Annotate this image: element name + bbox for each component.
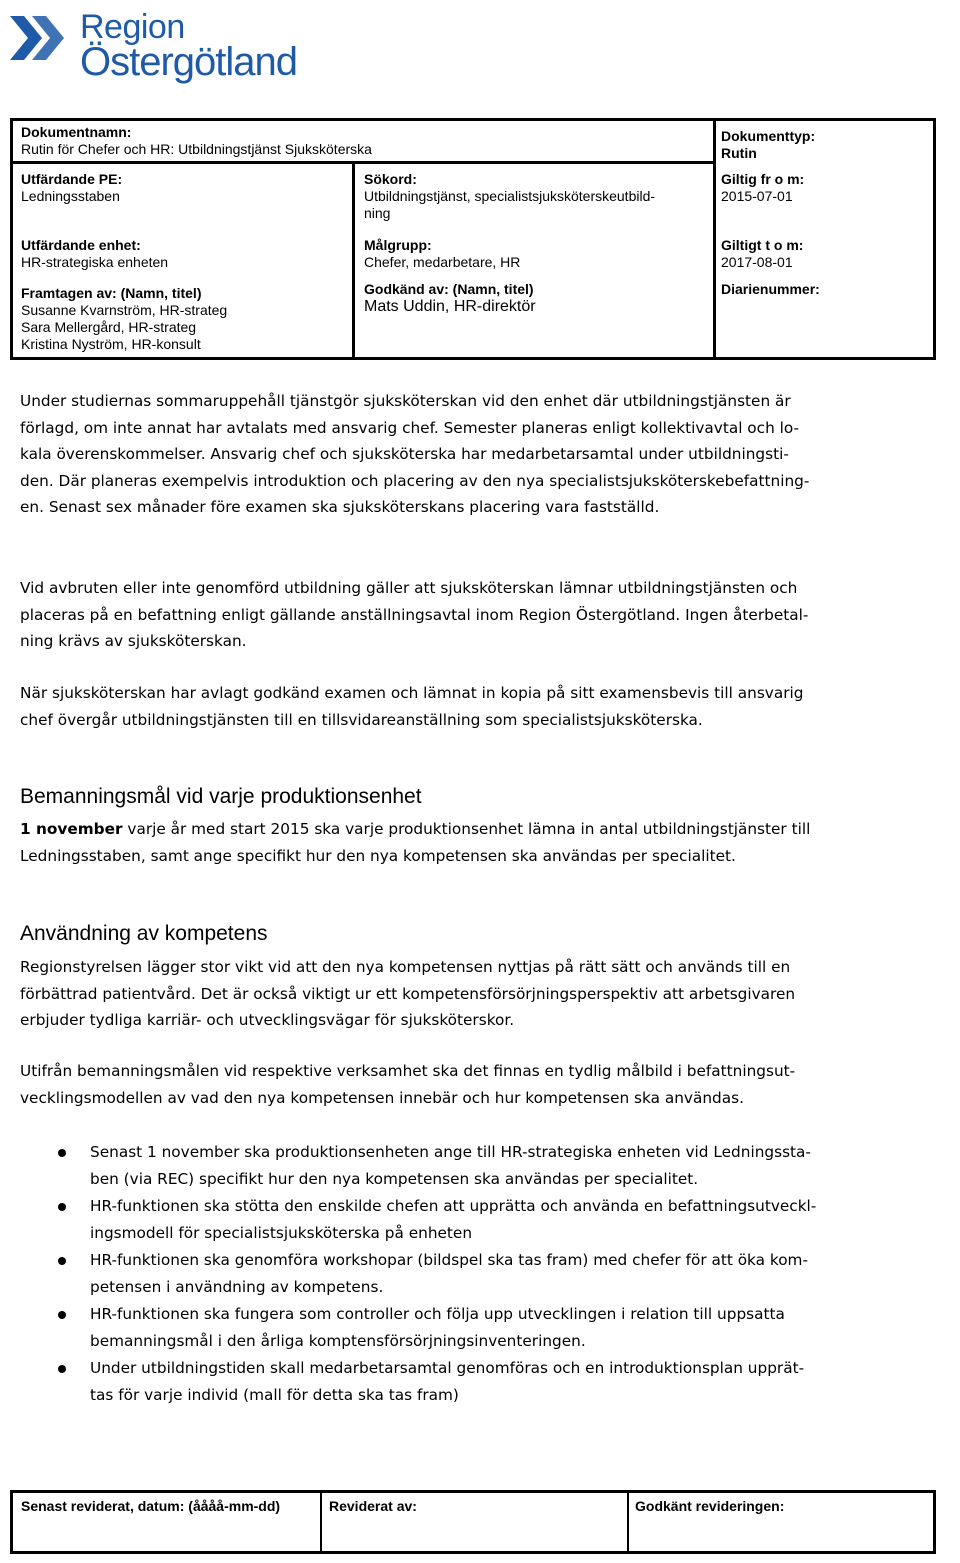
logo-line2: Östergötland xyxy=(80,40,298,84)
bullet-line: Senast 1 november ska produktionsenheten ange till HR-strategiska enheten vid Ledningssta- xyxy=(90,1143,811,1161)
bullet-line: bemanningsmål i den årliga komptensförsörjningsinventeringen. xyxy=(90,1332,586,1350)
sokord-label: Sökord: xyxy=(364,171,417,187)
sokord-cell xyxy=(364,171,655,222)
list-item xyxy=(20,1139,940,1193)
s2p1-line: Regionstyrelsen lägger stor vikt vid att den nya kompetensen nyttjas på rätt sätt och används till en xyxy=(20,958,791,976)
sokord-value-1: Utbildningstjänst, specialistsjuksköterskeutbild- xyxy=(364,188,656,204)
section1-line1: varje år med start 2015 ska varje produktionsenhet lämna in antal utbildningstjänster till xyxy=(122,820,811,838)
section2-paragraph-2 xyxy=(20,1058,940,1111)
bullet-line: ben (via REC) specifikt hur den nya kompetensen ska användas per specialitet. xyxy=(90,1170,699,1188)
dokumentnamn-label: Dokumentnamn: xyxy=(21,124,132,140)
utfardande-pe-label: Utfärdande PE: xyxy=(21,171,123,187)
giltig-from-label: Giltig fr o m: xyxy=(721,171,805,187)
bullet-icon xyxy=(58,1149,66,1157)
bullet-line: HR-funktionen ska stötta den enskilde chefen att upprätta och använda en befattningsutveckl- xyxy=(90,1197,817,1215)
p2-line: ning krävs av sjuksköterskan. xyxy=(20,632,247,650)
diarienummer-cell xyxy=(721,281,820,298)
list-item xyxy=(20,1355,940,1409)
list-item xyxy=(20,1193,940,1247)
paragraph-1 xyxy=(20,388,940,521)
s2p1-line: erbjuder tydliga karriär- och utvecklingsvägar för sjuksköterskor. xyxy=(20,1011,515,1029)
framtagen-cell xyxy=(21,285,227,353)
s2p1-line: förbättrad patientvård. Det är också viktigt ur ett kompetensförsörjningsperspektiv att arbetsgivaren xyxy=(20,984,796,1003)
reviderat-av-label: Reviderat av: xyxy=(329,1498,417,1514)
p3-line: chef övergår utbildningstjänsten till en tillsvidareanställning som specialistsjuksköterska. xyxy=(20,710,703,729)
s2p2-line: vecklingsmodellen av vad den nya kompetensen innebär och hur kompetensen ska användas. xyxy=(20,1088,744,1107)
region-ostergotland-logo xyxy=(2,6,298,86)
malgrupp-value: Chefer, medarbetare, HR xyxy=(364,254,521,270)
utfardande-pe-value: Ledningsstaben xyxy=(21,188,120,204)
senast-reviderat-label: Senast reviderat, datum: (åååå-mm-dd) xyxy=(21,1498,281,1514)
giltig-tom-label: Giltigt t o m: xyxy=(721,237,804,253)
logo-line1: Region xyxy=(80,8,185,46)
utfardande-enhet-value: HR-strategiska enheten xyxy=(21,254,169,270)
godkand-label: Godkänd av: (Namn, titel) xyxy=(364,281,534,297)
giltig-tom-value: 2017-08-01 xyxy=(721,254,793,270)
framtagen-label: Framtagen av: (Namn, titel) xyxy=(21,285,202,301)
malgrupp-cell xyxy=(364,237,520,271)
p2-line: Vid avbruten eller inte genomförd utbildning gäller att sjuksköterskan lämnar utbildningstjänsten och xyxy=(20,579,798,597)
bullet-icon xyxy=(58,1311,66,1319)
godkant-revideringen-label: Godkänt revideringen: xyxy=(635,1498,785,1514)
bullet-icon xyxy=(58,1257,66,1265)
p1-line: den. Där planeras exempelvis introduktion och placering av den nya specialistsjuksköterskebefattning- xyxy=(20,471,810,490)
logo-mark-icon xyxy=(2,8,74,74)
revision-footer-table xyxy=(10,1490,936,1554)
s2p2-line: Utifrån bemanningsmålen vid respektive verksamhet ska det finnas en tydlig målbild i befattningsut- xyxy=(20,1062,796,1080)
giltig-from-cell xyxy=(721,171,804,205)
responsibility-bullet-list xyxy=(20,1139,940,1409)
utfardande-enhet-cell xyxy=(21,237,168,271)
godkand-cell xyxy=(364,281,536,315)
bullet-line: Under utbildningstiden skall medarbetarsamtal genomföras och en introduktionsplan upprät- xyxy=(90,1359,805,1377)
giltig-from-value: 2015-07-01 xyxy=(721,188,793,204)
utfardande-pe-cell xyxy=(21,171,122,205)
p1-line: förlagd, om inte annat har avtalats med ansvarig chef. Semester planeras enligt kollektivavtal och lo- xyxy=(20,418,800,437)
section1-line2: Ledningsstaben, samt ange specifikt hur den nya kompetensen ska användas per specialitet. xyxy=(20,846,736,865)
dokumentnamn-cell xyxy=(21,124,372,158)
p2-line: placeras på en befattning enligt gällande anställningsavtal inom Region Östergötland. Ingen återbetal- xyxy=(20,605,809,624)
p1-line: en. Senast sex månader före examen ska sjuksköterskans placering vara fastställd. xyxy=(20,498,660,516)
framtagen-3: Kristina Nyström, HR-konsult xyxy=(21,336,201,352)
section1-paragraph xyxy=(20,816,940,869)
p1-line: kala överenskommelser. Ansvarig chef och sjuksköterska har medarbetarsamtal under utbildningsti- xyxy=(20,445,789,463)
p3-line: När sjuksköterskan har avlagt godkänd examen och lämnat in kopia på sitt examensbevis till ansvarig xyxy=(20,684,804,702)
document-header-table xyxy=(10,118,936,360)
diarienummer-label: Diarienummer: xyxy=(721,281,820,297)
paragraph-2 xyxy=(20,575,940,655)
bullet-icon xyxy=(58,1365,66,1373)
dokumentnamn-value: Rutin för Chefer och HR: Utbildningstjänst Sjuksköterska xyxy=(21,141,372,157)
bullet-line: HR-funktionen ska genomföra workshopar (bildspel ska tas fram) med chefer för att öka kom- xyxy=(90,1251,808,1269)
list-item xyxy=(20,1301,940,1355)
framtagen-2: Sara Mellergård, HR-strateg xyxy=(21,319,197,335)
framtagen-1: Susanne Kvarnström, HR-strateg xyxy=(21,302,228,318)
utfardande-enhet-label: Utfärdande enhet: xyxy=(21,237,141,253)
paragraph-3 xyxy=(20,680,940,733)
bullet-line: tas för varje individ (mall för detta ska tas fram) xyxy=(90,1386,459,1404)
section-heading-anvandning: Användning av kompetens xyxy=(20,922,268,945)
dokumenttyp-label: Dokumenttyp: xyxy=(721,128,816,144)
malgrupp-label: Målgrupp: xyxy=(364,237,432,253)
sokord-value-2: ning xyxy=(364,205,391,221)
section-heading-bemanningsmal: Bemanningsmål vid varje produktionsenhet xyxy=(20,785,422,808)
section2-paragraph-1 xyxy=(20,954,940,1034)
giltig-tom-cell xyxy=(721,237,803,271)
bullet-line: petensen i användning av kompetens. xyxy=(90,1278,384,1296)
bullet-line: HR-funktionen ska fungera som controller och följa upp utvecklingen i relation till uppsatta xyxy=(90,1305,785,1323)
section1-bold-lead: 1 november xyxy=(20,820,123,838)
list-item xyxy=(20,1247,940,1301)
godkand-value: Mats Uddin, HR-direktör xyxy=(364,298,536,315)
dokumenttyp-value: Rutin xyxy=(721,145,757,161)
p1-line: Under studiernas sommaruppehåll tjänstgör sjuksköterskan vid den enhet där utbildningstjänsten är xyxy=(20,392,791,410)
dokumenttyp-cell xyxy=(721,128,815,162)
bullet-line: ingsmodell för specialistsjuksköterska på enheten xyxy=(90,1224,473,1242)
bullet-icon xyxy=(58,1203,66,1211)
